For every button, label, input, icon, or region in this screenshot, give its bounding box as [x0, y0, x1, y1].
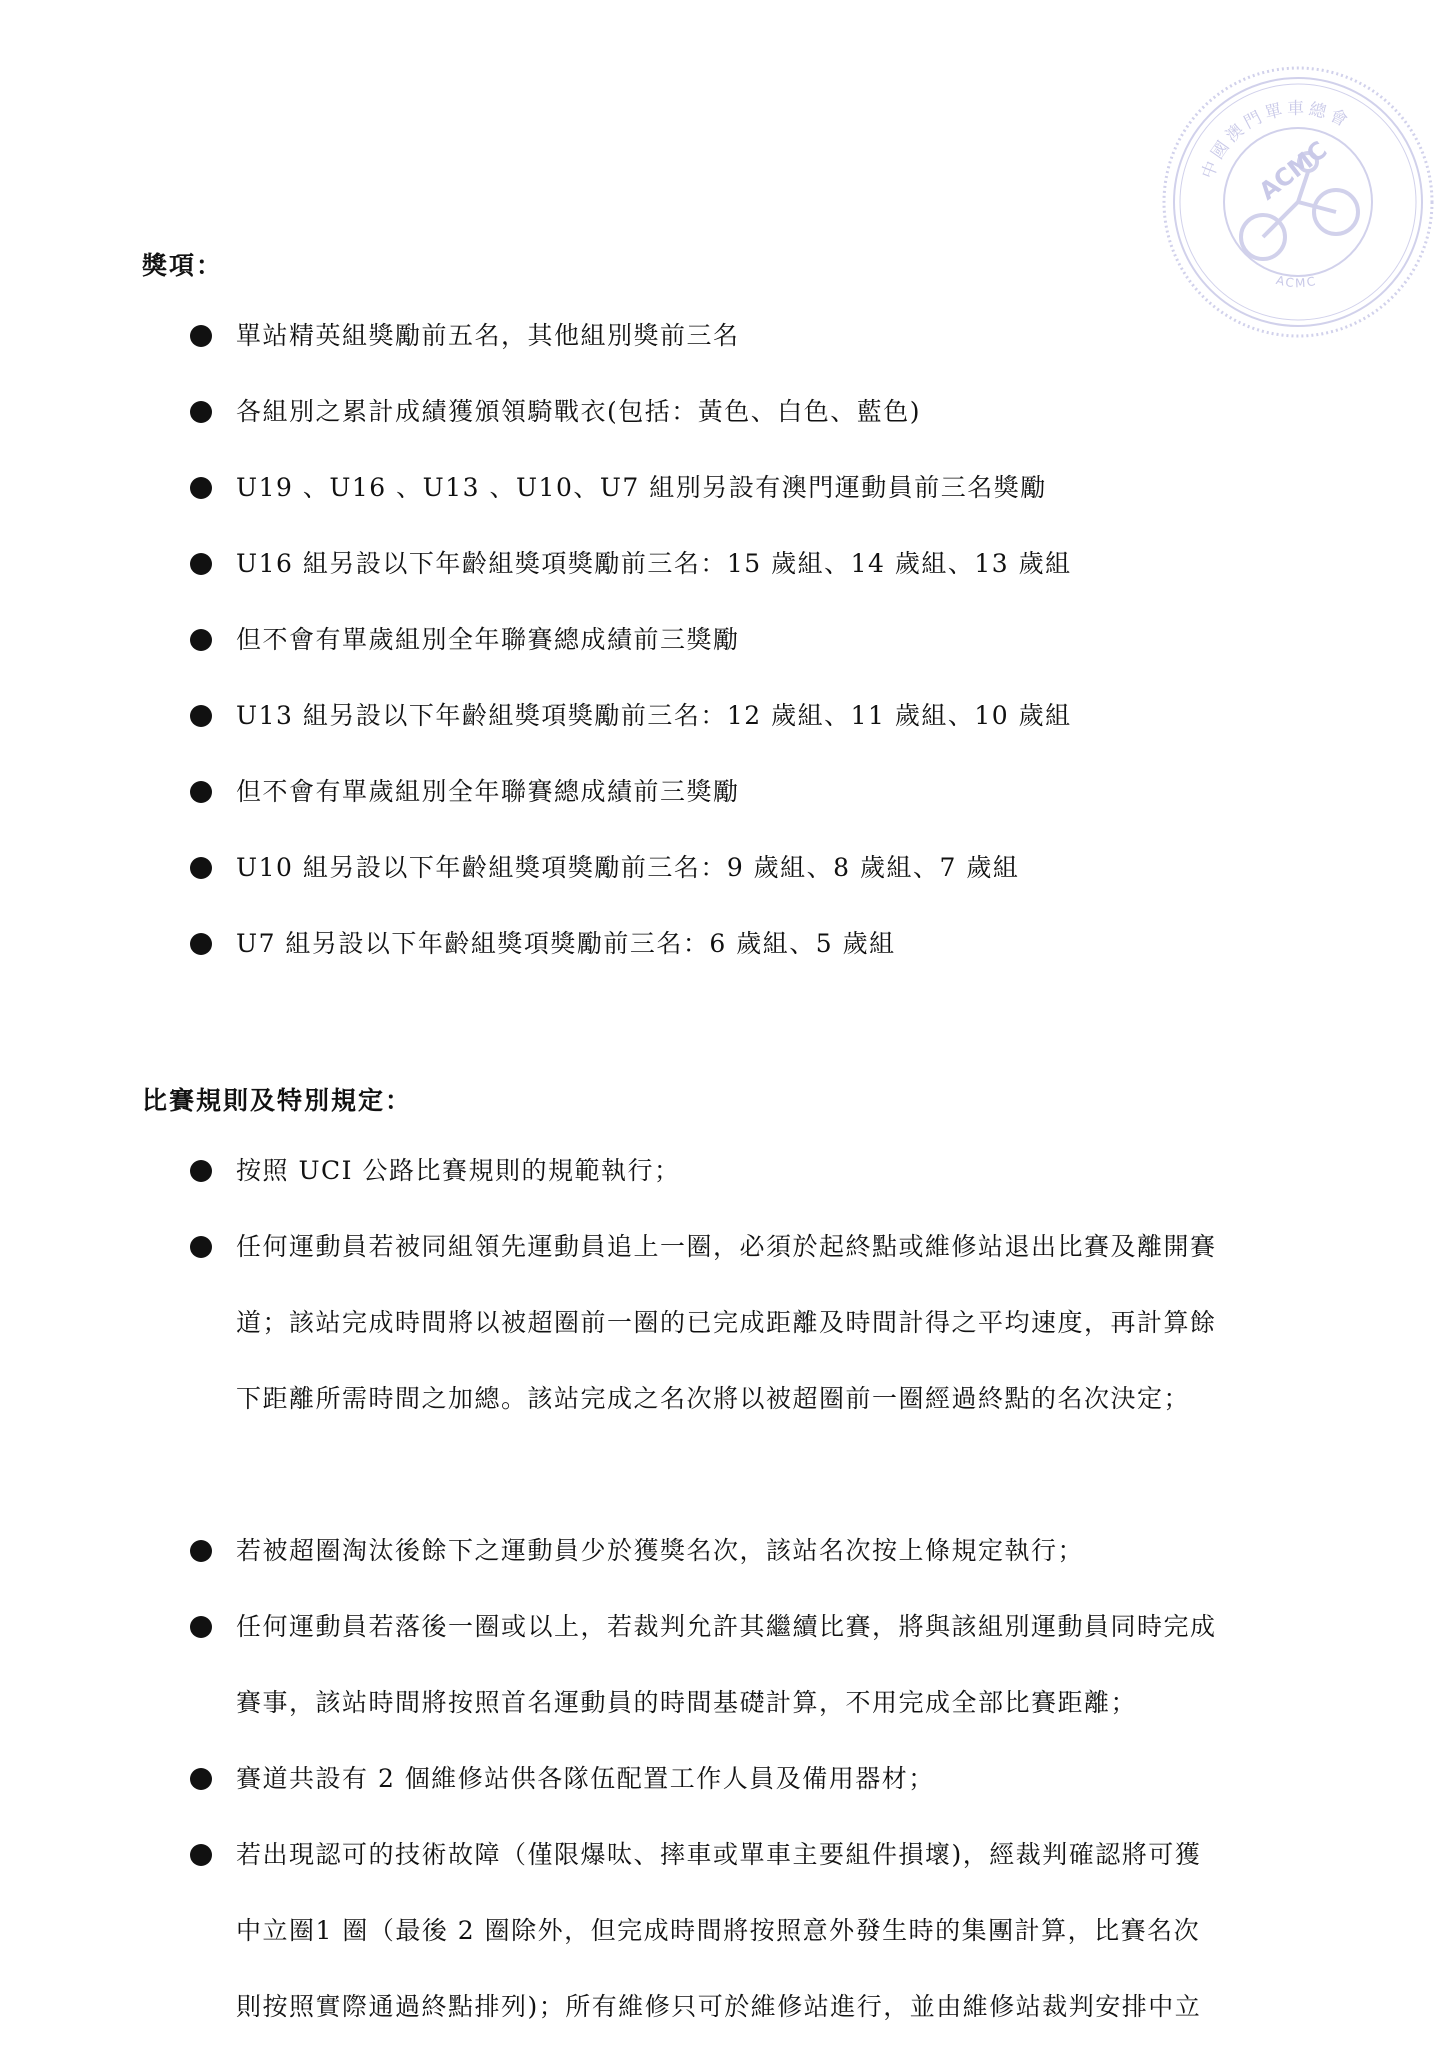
- association-seal: [1158, 62, 1438, 342]
- seal-top-text: 中國澳門單車總會: [1198, 98, 1355, 182]
- seal-bottom-text: ACMC: [1274, 273, 1319, 291]
- rule-item-continuation: 道；該站完成時間將以被超圈前一圈的已完成距離及時間計得之平均速度，再計算餘: [236, 1308, 1217, 1337]
- rule-item-continuation: 下距離所需時間之加總。該站完成之名次將以被超圈前一圈經過終點的名次決定；: [236, 1384, 1191, 1413]
- bullet-icon: [190, 629, 212, 651]
- bullet-icon: [190, 1540, 212, 1562]
- rule-item-text: 任何運動員若被同組領先運動員追上一圈，必須於起終點或維修站退出比賽及離開賽: [236, 1232, 1217, 1261]
- award-item-text: 單站精英組獎勵前五名，其他組別獎前三名: [236, 321, 740, 350]
- bullet-icon: [190, 401, 212, 423]
- award-item-text: 但不會有單歲組別全年聯賽總成績前三獎勵: [236, 777, 740, 806]
- bullet-icon: [190, 1616, 212, 1638]
- bullet-icon: [190, 1236, 212, 1258]
- rule-item-text: 任何運動員若落後一圈或以上，若裁判允許其繼續比賽，將與該組別運動員同時完成: [236, 1612, 1217, 1641]
- award-item-text: U10 組另設以下年齡組獎項獎勵前三名：9 歲組、8 歲組、7 歲組: [236, 853, 1020, 882]
- bullet-icon: [190, 1160, 212, 1182]
- rule-item-text: 賽道共設有 2 個維修站供各隊伍配置工作人員及備用器材；: [236, 1764, 935, 1793]
- rule-item-continuation: 賽事，該站時間將按照首名運動員的時間基礎計算，不用完成全部比賽距離；: [236, 1688, 1138, 1717]
- rule-item-continuation: 則按照實際通過終點排列)；所有維修只可於維修站進行，並由維修站裁判安排中立: [236, 1992, 1202, 2021]
- bullet-icon: [190, 477, 212, 499]
- rule-item-text: 若出現認可的技術故障（僅限爆呔、摔車或單車主要組件損壞)，經裁判確認將可獲: [236, 1840, 1202, 1869]
- bullet-icon: [190, 933, 212, 955]
- bullet-icon: [190, 553, 212, 575]
- bullet-icon: [190, 325, 212, 347]
- award-item-text: U7 組另設以下年齡組獎項獎勵前三名：6 歲組、5 歲組: [236, 929, 896, 958]
- award-item-text: U16 組另設以下年齡組獎項獎勵前三名：15 歲組、14 歲組、13 歲組: [236, 549, 1072, 578]
- rule-item-continuation: 中立圈1 圈（最後 2 圈除外，但完成時間將按照意外發生時的集團計算，比賽名次: [236, 1916, 1201, 1945]
- bullet-icon: [190, 705, 212, 727]
- bullet-icon: [190, 1768, 212, 1790]
- rule-item-text: 若被超圈淘汰後餘下之運動員少於獲獎名次，該站名次按上條規定執行；: [236, 1536, 1085, 1565]
- award-item-text: U19 、U16 、U13 、U10、U7 組別另設有澳門運動員前三名獎勵: [236, 473, 1047, 502]
- bullet-icon: [190, 857, 212, 879]
- award-item-text: 但不會有單歲組別全年聯賽總成績前三獎勵: [236, 625, 740, 654]
- bullet-icon: [190, 1844, 212, 1866]
- seal-logo-text: ACMC: [1253, 135, 1333, 206]
- bullet-icon: [190, 781, 212, 803]
- award-item-text: U13 組另設以下年齡組獎項獎勵前三名：12 歲組、11 歲組、10 歲組: [236, 701, 1072, 730]
- award-item-text: 各組別之累計成績獲頒領騎戰衣(包括：黃色、白色、藍色): [236, 397, 922, 426]
- rules-heading: 比賽規則及特別規定：: [142, 1086, 413, 1115]
- awards-heading: 獎項：: [142, 251, 224, 280]
- rule-item-text: 按照 UCI 公路比賽規則的規範執行；: [236, 1156, 681, 1185]
